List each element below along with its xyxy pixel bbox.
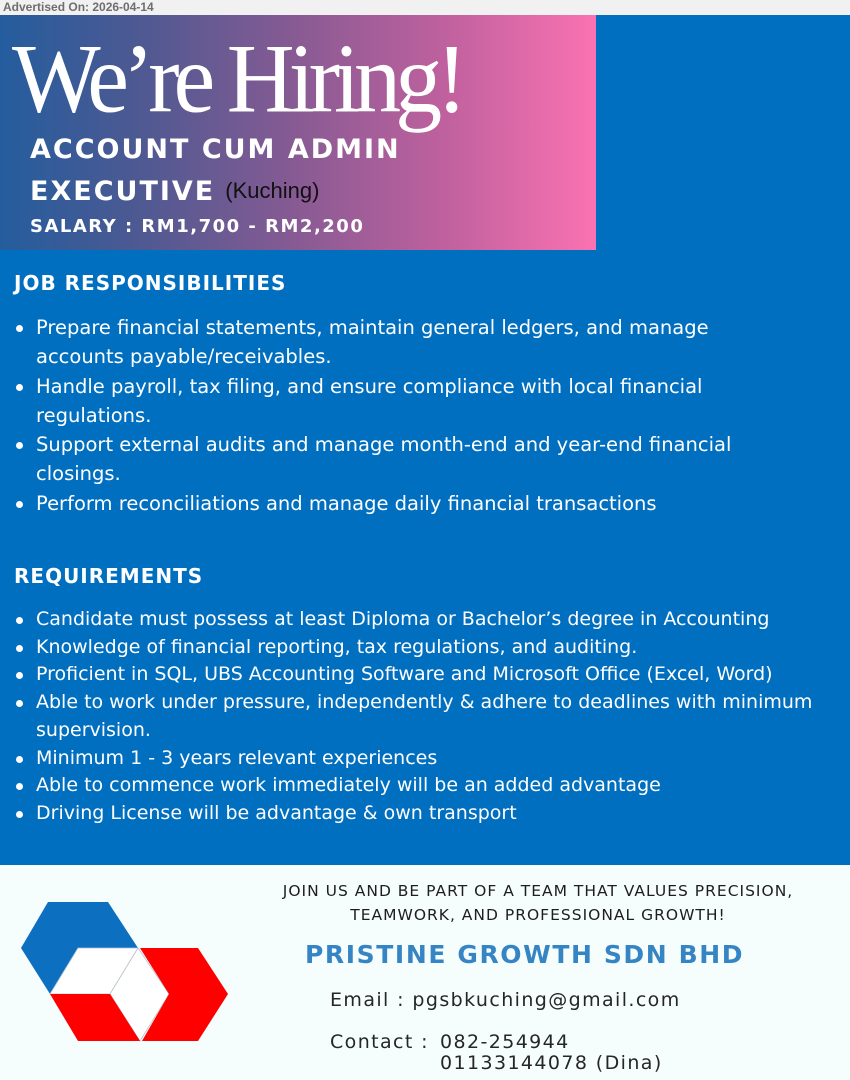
list-item: Prepare financial statements, maintain general ledgers, and manage accounts payable/receivables.: [0, 313, 800, 372]
job-poster: [0, 15, 850, 1080]
list-item: Perform reconciliations and manage daily financial transactions: [0, 489, 800, 518]
salary-range: SALARY : RM1,700 - RM2,200: [30, 216, 365, 237]
job-title-text: EXECUTIVE: [30, 176, 216, 207]
email-link[interactable]: pgsbkuching@gmail.com: [412, 989, 681, 1011]
job-title-line1: ACCOUNT CUM ADMIN: [30, 134, 401, 165]
list-item: Candidate must possess at least Diploma or Bachelor’s degree in Accounting: [0, 606, 850, 634]
company-footer: [0, 865, 850, 1080]
phone-mobile[interactable]: 01133144078 (Dina): [440, 1052, 663, 1074]
phone-numbers: [440, 1032, 663, 1074]
list-item: Able to work under pressure, independently & adhere to deadlines with minimum supervision.: [0, 689, 850, 744]
list-item: Proficient in SQL, UBS Accounting Software and Microsoft Office (Excel, Word): [0, 661, 850, 689]
advertised-date: Advertised On: 2026-04-14: [3, 0, 154, 14]
list-item: Driving License will be advantage & own transport: [0, 800, 850, 828]
email-row: [330, 990, 681, 1011]
tagline-line1: JOIN US AND BE PART OF A TEAM THAT VALUES PRECISION,: [282, 882, 794, 900]
hiring-headline: We’re Hiring!: [12, 24, 462, 134]
company-tagline: [238, 879, 838, 927]
requirements-list: [0, 606, 850, 828]
advertised-bar: [0, 0, 850, 15]
contact-row: [330, 1032, 663, 1074]
responsibilities-list: [0, 313, 800, 518]
list-item: Able to commence work immediately will be an added advantage: [0, 772, 850, 800]
responsibilities-heading: JOB RESPONSIBILITIES: [14, 271, 287, 295]
list-item: Minimum 1 - 3 years relevant experiences: [0, 745, 850, 773]
job-title-line2: [30, 175, 319, 208]
contact-label: Contact :: [330, 1031, 429, 1053]
list-item: Knowledge of financial reporting, tax regulations, and auditing.: [0, 634, 850, 662]
phone-office[interactable]: 082-254944: [440, 1031, 570, 1053]
email-label: Email :: [330, 989, 413, 1011]
requirements-heading: REQUIREMENTS: [14, 564, 204, 588]
list-item: Support external audits and manage month-end and year-end financial closings.: [0, 430, 800, 489]
list-item: Handle payroll, tax filing, and ensure compliance with local financial regulations.: [0, 372, 800, 431]
content-panel: [0, 15, 850, 865]
job-location: (Kuching): [225, 178, 320, 203]
hero-banner: [0, 15, 596, 250]
tagline-line2: TEAMWORK, AND PROFESSIONAL GROWTH!: [350, 906, 726, 924]
company-logo-icon: [0, 865, 260, 1080]
company-name: PRISTINE GROWTH SDN BHD: [305, 940, 745, 969]
